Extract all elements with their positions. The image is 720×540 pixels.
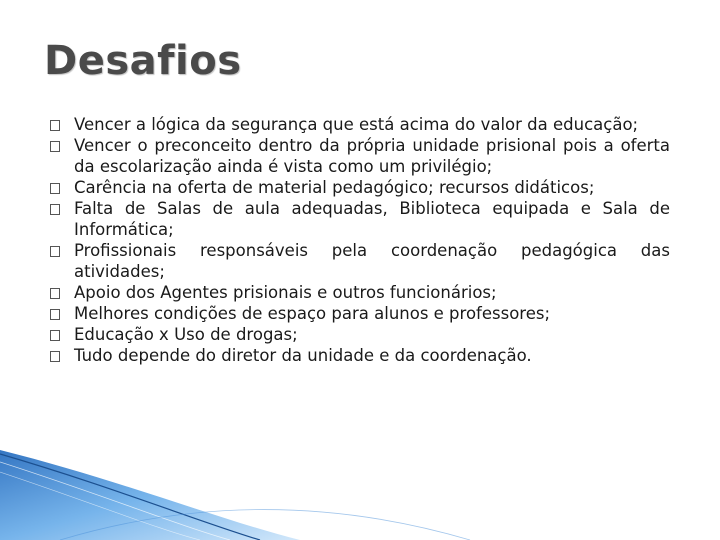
bullet-item <box>50 282 670 303</box>
bullet-text: Vencer o preconceito dentro da própria unidade prisional pois a oferta da escolarização ainda é vista como um privilégio; <box>74 136 670 176</box>
checkbox-square-icon <box>50 351 60 362</box>
bullet-text: Falta de Salas de aula adequadas, Biblioteca equipada e Sala de Informática; <box>74 199 670 239</box>
bullet-item <box>50 303 670 324</box>
bullet-item <box>50 345 670 366</box>
bullet-item <box>50 198 670 240</box>
checkbox-square-icon <box>50 309 60 320</box>
bullet-text: Carência na oferta de material pedagógico; recursos didáticos; <box>74 178 595 197</box>
bullet-text: Apoio dos Agentes prisionais e outros funcionários; <box>74 283 497 302</box>
bullet-item <box>50 114 670 135</box>
decorative-wave-corner <box>0 450 720 540</box>
checkbox-square-icon <box>50 288 60 299</box>
checkbox-square-icon <box>50 141 60 152</box>
bullet-text: Melhores condições de espaço para alunos e professores; <box>74 304 551 323</box>
checkbox-square-icon <box>50 330 60 341</box>
bullet-item <box>50 177 670 198</box>
checkbox-square-icon <box>50 183 60 194</box>
bullet-list <box>50 114 670 366</box>
bullet-text: Educação x Uso de drogas; <box>74 325 298 344</box>
checkbox-square-icon <box>50 120 60 131</box>
bullet-item <box>50 324 670 345</box>
bullet-item <box>50 135 670 177</box>
checkbox-square-icon <box>50 204 60 215</box>
slide-title: Desafios <box>44 38 242 84</box>
bullet-text: Vencer a lógica da segurança que está acima do valor da educação; <box>74 115 639 134</box>
bullet-item <box>50 240 670 282</box>
bullet-text: Profissionais responsáveis pela coordenação pedagógica das atividades; <box>74 241 670 281</box>
checkbox-square-icon <box>50 246 60 257</box>
bullet-text: Tudo depende do diretor da unidade e da coordenação. <box>74 346 532 365</box>
